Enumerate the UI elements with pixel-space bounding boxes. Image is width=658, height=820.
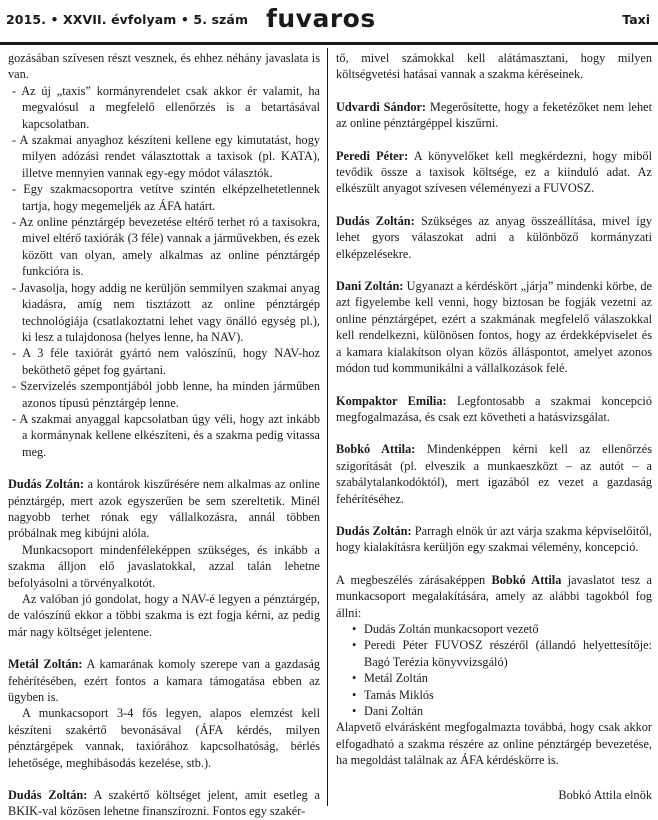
list-item: • Dudás Zoltán munkacsoport vezető: [352, 621, 652, 637]
speaker-name: Metál Zoltán:: [8, 657, 83, 672]
speaker-name: Udvardi Sándor:: [336, 99, 427, 114]
list-item: - A szakmai anyaghoz készíteni kellene egy kimutatást, hogy milyen adózási rendet választottak a taxisok (pl. KATA), illetve mennyien vannak egy-egy módot választók.: [12, 133, 320, 180]
header-rule: [0, 42, 658, 45]
left-column: [8, 50, 320, 820]
statement-dudas-3: [336, 213, 652, 262]
paragraph: A munkacsoport 3-4 fős legyen, alapos elemzést kell készíteni szakértő bevonásával (ÁFA kérdés, milyen pénztárgépek vannak, taxiórához kapcsolhatóság, bérlés lehetősége, meghibásodás kezelése, stb.).: [8, 706, 320, 770]
statement-text: A könyvelőket kell megkérdezni, hogy miből tevődik össze a taxisok költsége, ez a kiinduló adat. Az elkészült anyagot szívesen véleményezi a FUVOSZ.: [336, 148, 652, 196]
statement-text: Megerősítette, hogy a feketézőket nem lehet az online pénztárgéppel kiszűrni.: [336, 99, 652, 131]
statement-text: Ugyanazt a kérdéskört „járja” mindenki körbe, de azt figyelembe kell venni, hogy biztosan be fogják vezetni az online pénztárgépet, ezért a szakmának megfelelő válaszokkal kell rendelkezni, különösen fontos, hogy az érdekképviselet és a kamara kialakítson olyan közös álláspontot, amelyet azonos módon tud kommunikálni a vállalkozások felé.: [336, 279, 652, 376]
continuation-paragraph: tő, mivel számokkal kell alátámasztani, hogy milyen költségvetési hatásai vannak a szakma kéréseinek.: [336, 51, 652, 82]
page-header: [0, 0, 658, 44]
speaker-name: Dudás Zoltán:: [336, 523, 412, 538]
right-column: [336, 50, 652, 803]
magazine-logo: fuvaros: [266, 4, 376, 33]
list-item: • Metál Zoltán: [352, 670, 652, 686]
statement-dudas-1: [8, 476, 320, 542]
statement-dani: [336, 278, 652, 376]
closing-paragraph: A megbeszélés zárásaképpen Bobkó Attila javaslatot tesz a munkacsoport megalakítására, amely az alábbi tagokból fog állni:: [336, 572, 653, 620]
list-item: • Peredi Péter FUVOSZ részéről (állandó helyettesítője: Bagó Terézia könyvvizsgáló): [352, 637, 652, 670]
statement-dudas-4: [336, 523, 652, 556]
list-item: - Az online pénztárgép bevezetése eltérő terhet ró a taxisokra, mivel eltérő taxiórák (3 féle) vannak a járművekben, és ezek között van olyan, amely alkalmas az online pénztárgép funkcióra is.: [12, 215, 320, 279]
paragraph: Munkacsoport mindenféleképpen szükséges, és inkább a szakma álljon elő javaslatokkal, azzal talán lehetne befolyásolni a törvényalkotót.: [8, 542, 320, 590]
statement-text: Legfontosabb a szakmai koncepció megfogalmazása, és csak ezt követheti a hatásvizsgálat.: [336, 393, 652, 424]
signature: Bobkó Attila elnök: [558, 787, 652, 802]
closing-name: Bobkó Attila: [491, 572, 562, 587]
statement-metal: [8, 656, 320, 705]
statement-kompaktor: [336, 393, 652, 426]
statement-udvardi: [336, 99, 652, 132]
speaker-name: Dudás Zoltán:: [8, 477, 85, 492]
speaker-name: Dudás Zoltán:: [8, 788, 88, 803]
statement-text: A szakértő költséget jelent, amit esetleg a BKIK-val közösen lehetne finanszírozni. Fontos egy szakér-: [8, 788, 321, 819]
speaker-name: Kompaktor Emília:: [336, 393, 447, 408]
statement-text: A kamarának komoly szerepe van a gazdaság fehérítésében, ezért fontos a kamara támogatása ebben az ügyben is.: [8, 657, 320, 705]
statement-text: Szükséges az anyag összeállítása, mivel így lehet gyors válaszokat adni a különböző kormányzati elképzelésekre.: [336, 213, 652, 261]
speaker-name: Dani Zoltán:: [336, 279, 404, 294]
final-paragraph: Alapvető elvárásként megfogalmazta továbbá, hogy csak akkor elfogadható a szakma részére az online pénztárgép bevezetése, ha megoldást találnak az ÁFA kérdéskörre is.: [336, 720, 652, 768]
column-divider: [327, 48, 328, 806]
statement-bobko: [336, 441, 652, 507]
statement-dudas-2: [8, 787, 320, 820]
statement-text: Mindenképpen kérni kell az ellenőrzés szigorítását (pl. elveszik a munkaeszközt – az autót – a szabálytalankodóktól), mert igazából ez vezet a gazdaság fehérítéséhez.: [336, 442, 652, 506]
list-item: - Egy szakmacsoportra vetítve szintén elképzelhetetlennek tartja, hogy megemeljék az ÁFA határt.: [12, 182, 320, 213]
speaker-name: Peredi Péter:: [336, 148, 409, 163]
statement-text: a kontárok kiszűrésére nem alkalmas az online pénztárgép, mert azok egyszerűen be sem szereltetik. Minél nagyobb terhet rónak egy vállalkozásra, annál többen próbálnak meg kibújni alóla.: [8, 477, 320, 541]
list-item: • Dani Zoltán: [352, 703, 652, 719]
list-item: • Tamás Miklós: [352, 687, 652, 703]
statement-text: Parragh elnök úr azt várja szakma képviselőitől, hogy kialakításra kerüljön egy szakmai vélemény, koncepció.: [336, 523, 652, 555]
member-list: [336, 621, 652, 719]
intro-paragraph: gozásában szívesen részt vesznek, és ehhez néhány javaslata is van.: [8, 51, 320, 82]
list-item: - Az új „taxis” kormányrendelet csak akkor ér valamit, ha megvalósul a megfelelő ellenőrzés is a betartásával kapcsolatban.: [12, 83, 320, 131]
section-label: Taxi: [622, 12, 650, 27]
paragraph: Az valóban jó gondolat, hogy a NAV-é legyen a pénztárgép, de valószínű ekkor a többi szakma is ezt fogja kérni, az pedig már nagy költséget jelentene.: [8, 592, 320, 639]
speaker-name: Bobkó Attila:: [336, 442, 416, 457]
list-item: - Javasolja, hogy addig ne kerüljön semmilyen szakmai anyag kiadásra, amíg nem tisztázott az online pénztárgép technológiája (csatlakoztatni lehet vagy önálló egység pl.), ki lesz a tulajdonosa (helyes lenne, ha NAV).: [12, 280, 320, 344]
statement-peredi: [336, 148, 652, 197]
list-item: - A 3 féle taxiórát gyártó nem valószínű, hogy NAV-hoz beköthető gépet fog gyártani.: [12, 346, 320, 377]
issue-info: 2015. • XXVII. évfolyam • 5. szám: [6, 12, 249, 27]
speaker-name: Dudás Zoltán:: [336, 213, 415, 228]
list-item: - A szakmai anyaggal kapcsolatban úgy véli, hogy azt inkább a kormánynak kellene elkészíteni, és a szakma pedig vitassa meg.: [12, 411, 320, 459]
list-item: - Szervizelés szempontjából jobb lenne, ha minden járműben azonos típusú pénztárgép lenne.: [12, 379, 320, 410]
